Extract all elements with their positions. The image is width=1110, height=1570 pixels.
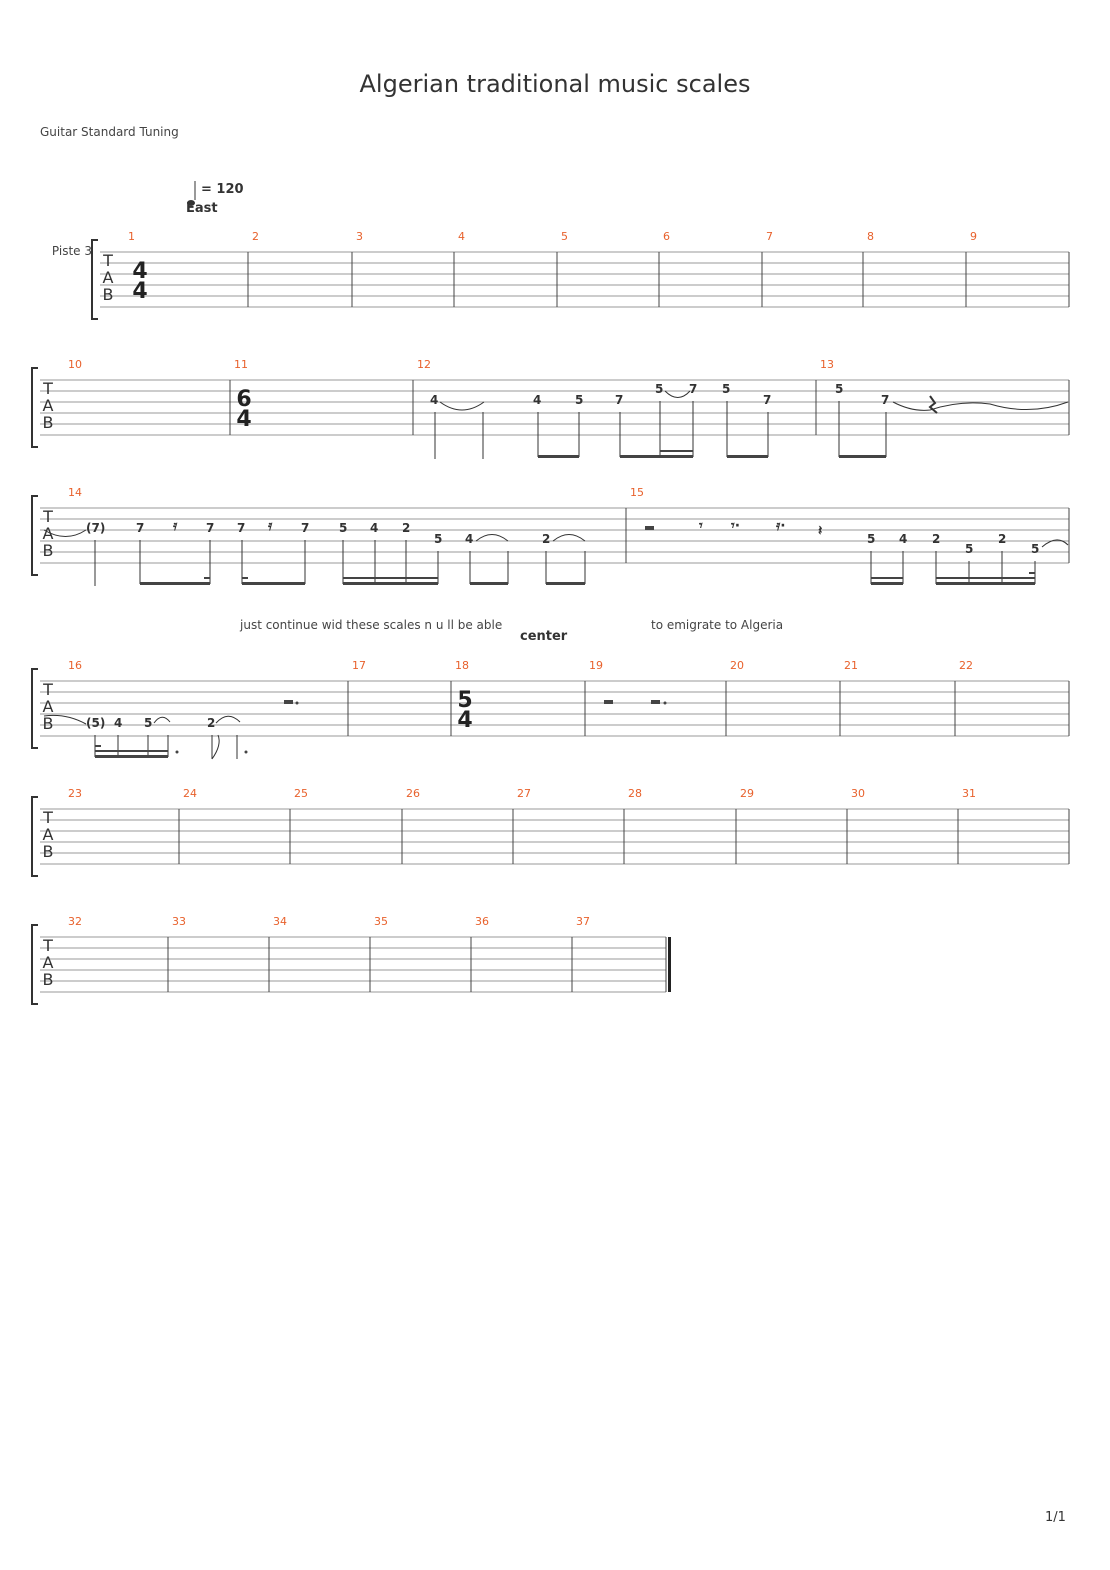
note: 5 — [722, 382, 731, 396]
section-marker-east: East — [186, 201, 218, 216]
staff-systems — [32, 230, 1069, 1004]
system-bracket — [32, 925, 38, 1004]
measure-number: 2 — [252, 230, 259, 243]
note: 7 — [689, 382, 698, 396]
system-2-beams — [538, 450, 886, 458]
tab-letter: A — [42, 396, 54, 415]
note: 5 — [867, 532, 876, 546]
svg-text:𝄿: 𝄿 — [268, 518, 273, 534]
system-4-beams — [95, 700, 667, 758]
staff-system — [32, 659, 1069, 748]
tab-letter: B — [42, 970, 54, 989]
measure-number: 16 — [68, 659, 82, 672]
measure-number: 29 — [740, 787, 754, 800]
tab-letter: A — [42, 697, 54, 716]
section-marker-center: center — [520, 629, 568, 644]
tab-letter: A — [102, 268, 114, 287]
note: 7 — [136, 521, 145, 535]
tab-letter: T — [43, 379, 53, 398]
note: 7 — [206, 521, 215, 535]
measure-number: 3 — [356, 230, 363, 243]
time-signature-numerator: 5 — [457, 688, 473, 713]
note: 4 — [465, 532, 474, 546]
page-number: 1/1 — [1045, 1510, 1066, 1525]
note: 5 — [339, 521, 348, 535]
measure-number: 17 — [352, 659, 366, 672]
note: 2 — [542, 532, 551, 546]
quarter-rest-icon — [930, 396, 937, 413]
note: 4 — [430, 393, 439, 407]
measure-number: 11 — [234, 358, 248, 371]
note: 5 — [1031, 542, 1040, 556]
measure-number: 24 — [183, 787, 197, 800]
time-signature-denominator: 4 — [132, 279, 148, 304]
time-signature-denominator: 4 — [457, 708, 473, 733]
tab-letter: T — [43, 680, 53, 699]
tempo-text: = 120 — [201, 182, 244, 197]
tab-letter: B — [42, 842, 54, 861]
measure-number: 25 — [294, 787, 308, 800]
half-rest-icon — [651, 700, 660, 704]
measure-number: 32 — [68, 915, 82, 928]
note: 7 — [237, 521, 246, 535]
time-signature-denominator: 4 — [236, 407, 252, 432]
svg-text:𝄿: 𝄿 — [173, 518, 178, 534]
staff-system — [32, 358, 1069, 447]
system-2-stems — [435, 391, 1068, 459]
tab-letter: B — [42, 413, 54, 432]
system-bracket — [92, 240, 98, 319]
time-signature-numerator: 6 — [236, 387, 252, 412]
time-signature-numerator: 4 — [132, 259, 148, 284]
half-rest-icon — [284, 700, 293, 704]
lyric-line-1: just continue wid these scales n u ll be able — [240, 618, 503, 632]
measure-number: 4 — [458, 230, 465, 243]
page-title: Algerian traditional music scales — [359, 70, 751, 98]
measure-number: 1 — [128, 230, 135, 243]
note: 4 — [533, 393, 542, 407]
tab-letter: T — [43, 808, 53, 827]
measure-number: 31 — [962, 787, 976, 800]
measure-number: 18 — [455, 659, 469, 672]
tab-letter: T — [43, 936, 53, 955]
staff-system — [32, 915, 671, 1004]
note: 2 — [402, 521, 411, 535]
measure-number: 13 — [820, 358, 834, 371]
note: (5) — [86, 716, 106, 730]
half-rest-icon — [604, 700, 613, 704]
note: 7 — [615, 393, 624, 407]
note: 7 — [881, 393, 890, 407]
system-3-rests — [172, 518, 823, 539]
measure-number: 37 — [576, 915, 590, 928]
measure-number: 15 — [630, 486, 644, 499]
measure-number: 9 — [970, 230, 977, 243]
tab-letter: A — [42, 825, 54, 844]
tab-letter: B — [42, 541, 54, 560]
lyric-line-2: to emigrate to Algeria — [651, 618, 784, 632]
note: 4 — [114, 716, 123, 730]
tab-letter: A — [42, 524, 54, 543]
note: 5 — [575, 393, 584, 407]
system-3-notes — [86, 521, 1039, 556]
staff-system — [32, 486, 1069, 575]
half-rest-icon — [645, 526, 654, 530]
tab-letter: T — [103, 251, 113, 270]
measure-number: 27 — [517, 787, 531, 800]
note: 2 — [207, 716, 216, 730]
note: 2 — [998, 532, 1007, 546]
tab-letter: T — [43, 507, 53, 526]
note: 5 — [835, 382, 844, 396]
measure-number: 36 — [475, 915, 489, 928]
svg-text:𝄿·: 𝄿· — [776, 518, 786, 534]
measure-number: 22 — [959, 659, 973, 672]
staff-system — [92, 230, 1069, 319]
note: 7 — [301, 521, 310, 535]
tuning-label: Guitar Standard Tuning — [40, 125, 179, 139]
measure-number: 12 — [417, 358, 431, 371]
measure-number: 8 — [867, 230, 874, 243]
final-barline — [668, 937, 671, 992]
svg-text:𝄽: 𝄽 — [818, 523, 823, 539]
measure-number: 33 — [172, 915, 186, 928]
measure-number: 34 — [273, 915, 287, 928]
measure-number: 7 — [766, 230, 773, 243]
note: 4 — [899, 532, 908, 546]
measure-number: 21 — [844, 659, 858, 672]
measure-number: 23 — [68, 787, 82, 800]
track-name: Piste 3 — [51, 244, 92, 258]
measure-number: 20 — [730, 659, 744, 672]
note: 2 — [932, 532, 941, 546]
system-bracket — [32, 368, 38, 447]
note: 5 — [434, 532, 443, 546]
svg-text:𝄾: 𝄾 — [699, 518, 703, 534]
measure-number: 5 — [561, 230, 568, 243]
measure-number: 14 — [68, 486, 82, 499]
system-3-stems — [44, 530, 1068, 586]
measure-number: 26 — [406, 787, 420, 800]
measure-number: 6 — [663, 230, 670, 243]
measure-number: 35 — [374, 915, 388, 928]
system-bracket — [32, 496, 38, 575]
note: (7) — [86, 521, 106, 535]
system-bracket — [32, 797, 38, 876]
staff-system — [32, 787, 1069, 876]
tab-letter: A — [42, 953, 54, 972]
note: 4 — [370, 521, 379, 535]
note: 5 — [655, 382, 664, 396]
svg-text:𝄾·: 𝄾· — [731, 518, 741, 534]
measure-number: 10 — [68, 358, 82, 371]
system-bracket — [32, 669, 38, 748]
measure-number: 19 — [589, 659, 603, 672]
note: 5 — [965, 542, 974, 556]
note: 5 — [144, 716, 153, 730]
note: 7 — [763, 393, 772, 407]
tab-letter: B — [102, 285, 114, 304]
measure-number: 28 — [628, 787, 642, 800]
tab-letter: B — [42, 714, 54, 733]
measure-number: 30 — [851, 787, 865, 800]
system-4-notes — [86, 716, 215, 730]
